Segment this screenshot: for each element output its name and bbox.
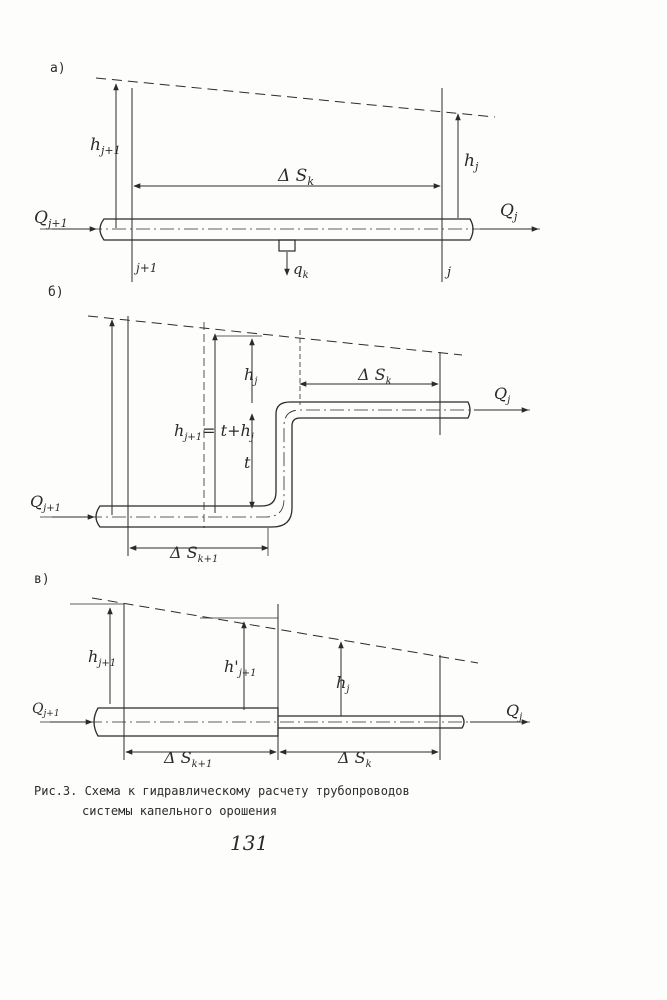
diagram-b-label: б) — [48, 285, 64, 300]
pipe-axis-b — [40, 410, 530, 517]
diagram-c — [32, 572, 530, 770]
ds-right-label-b: Δ $S_k$ — [358, 365, 392, 387]
h-prime-label-b: $h_{j+1}= t+h_j$ — [174, 421, 254, 443]
diagram-c-label: в) — [34, 572, 50, 587]
diagram-b — [30, 285, 530, 565]
t-label-b: t — [244, 453, 251, 472]
pipe-a — [100, 219, 473, 240]
caption-line-2: системы капельного орошения — [82, 804, 278, 818]
grade-line-c — [92, 598, 478, 663]
ds-left-label-c: Δ $S_{k+1}$ — [164, 748, 213, 770]
diagram-a-label: а) — [50, 61, 66, 76]
flow-in-label-b: $Q_{j+1}$ — [30, 492, 61, 514]
ds-right-label-c: Δ $S_k$ — [338, 748, 372, 770]
node-right-label-a: j — [447, 265, 452, 280]
grade-line-b — [88, 316, 462, 355]
page-number: 131 — [230, 831, 269, 855]
head-left-label-a: $h_{j+1}$ — [90, 135, 121, 157]
grade-line-a — [96, 78, 495, 117]
caption-line-1: Рис.3. Схема к гидравлическому расчету трубопроводов — [34, 784, 410, 798]
dripper-a — [279, 240, 295, 251]
ds-bottom-label-b: Δ $S_{k+1}$ — [170, 543, 219, 565]
drip-flow-label-a: $q_k$ — [293, 260, 309, 281]
flow-out-label-a: $Q_j$ — [500, 201, 518, 223]
flow-out-label-b: $Q_j$ — [494, 384, 511, 406]
stepped-pipe-b — [96, 402, 470, 527]
flow-out-label-c: $Q_j$ — [506, 701, 523, 723]
h-j-label-b: $h_j$ — [244, 365, 258, 387]
head-right-label-a: $h_j$ — [464, 151, 479, 173]
diagram-a — [34, 61, 540, 282]
figure-caption — [34, 784, 410, 855]
flow-in-label-c: $Q_{j+1}$ — [32, 701, 60, 719]
ds-label-a: Δ $S_k$ — [278, 166, 314, 188]
head-right-label-c: $h_j$ — [336, 673, 350, 695]
flow-in-label-a: $Q_{j+1}$ — [34, 208, 68, 230]
head-left-label-c: $h_{j+1}$ — [88, 647, 117, 669]
h-prime-label-c: $h'_{j+1}$ — [224, 657, 257, 679]
node-left-label-a: j+1 — [136, 261, 158, 275]
